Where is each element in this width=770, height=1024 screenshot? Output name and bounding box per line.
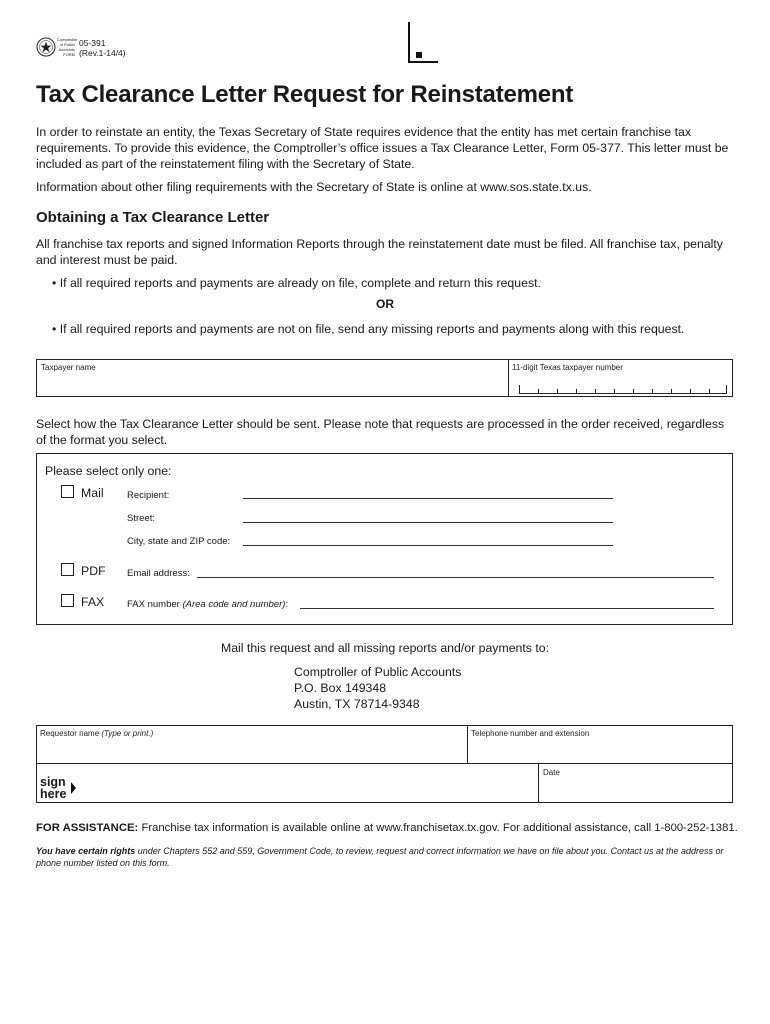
requestor-name-label: Requestor name (Type or print.) [40, 729, 154, 738]
signature-field[interactable] [80, 766, 535, 800]
taxpayer-number-label: 11-digit Texas taxpayer number [512, 363, 623, 372]
requirements-paragraph: All franchise tax reports and signed Information Reports through the reinstatement date must be filed. All franchise tax, penalty and interest must be paid. [36, 237, 723, 267]
requestor-name-field[interactable] [40, 741, 462, 761]
divider [36, 763, 733, 764]
fax-number-field[interactable] [300, 608, 714, 609]
recipient-label: Recipient: [127, 490, 170, 501]
email-label: Email address: [127, 568, 190, 579]
taxpayer-name-label: Taxpayer name [41, 363, 96, 372]
mail-option-label: Mail [81, 486, 104, 500]
corner-mark-base [408, 61, 438, 63]
city-state-zip-label: City, state and ZIP code: [127, 536, 231, 547]
or-separator: OR [376, 297, 394, 311]
state-seal-icon [36, 37, 56, 57]
pdf-option-label: PDF [81, 564, 106, 578]
mail-checkbox[interactable] [61, 485, 74, 498]
sos-info-paragraph: Information about other filing requirements with the Secretary of State is online at www.sos.state.tx.us. [36, 180, 592, 194]
fax-option-label: FAX [81, 595, 105, 609]
fax-checkbox[interactable] [61, 594, 74, 607]
mail-instruction: Mail this request and all missing reports and/or payments to: [220, 641, 550, 655]
agency-name: Comptroller of Public Accounts FORM [57, 37, 78, 57]
page-title: Tax Clearance Letter Request for Reinstatement [36, 81, 574, 108]
divider [467, 725, 468, 763]
form-revision: (Rev.1-14/4) [79, 48, 126, 58]
select-one-label: Please select only one: [45, 464, 172, 478]
section-heading: Obtaining a Tax Clearance Letter [36, 209, 270, 226]
sign-arrow-icon [71, 782, 76, 794]
taxpayer-name-field[interactable] [41, 374, 503, 394]
taxpayer-number-field[interactable] [519, 384, 727, 394]
email-field[interactable] [197, 577, 714, 578]
form-number: 05-391 (Rev.1-14/4) [79, 38, 126, 58]
street-field[interactable] [243, 522, 613, 523]
intro-paragraph: In order to reinstate an entity, the Texas Secretary of State requires evidence that the entity has met certain franchise tax requirements. To provide this evidence, the Comptroller’s office issues a Tax Clearance Letter, Form 05-377. This letter must be included as part of the reinstatement filing with the Secretary of State. [36, 125, 729, 171]
corner-mark [408, 22, 410, 62]
street-label: Street: [127, 513, 155, 524]
assistance-text: FOR ASSISTANCE: Franchise tax information is available online at www.franchisetax.tx.gov. For additional assistance, call 1-800-252-1381. [36, 822, 738, 834]
pdf-checkbox[interactable] [61, 563, 74, 576]
date-label: Date [543, 768, 560, 777]
rights-notice: You have certain rights under Chapters 552 and 559, Government Code, to review, request and correct information we have on file about you. Contact us at the address or phone number listed on this form. [36, 846, 724, 868]
mailing-address: Comptroller of Public Accounts P.O. Box 149348 Austin, TX 78714-9348 [294, 665, 462, 711]
bullet-not-on-file: • If all required reports and payments are not on file, send any missing reports and payments along with this request. [52, 322, 685, 336]
fax-number-label: FAX number (Area code and number): [127, 599, 289, 610]
divider [538, 763, 539, 803]
bullet-on-file: • If all required reports and payments are already on file, complete and return this request. [52, 276, 541, 290]
telephone-field[interactable] [471, 741, 729, 761]
recipient-field[interactable] [243, 498, 613, 499]
delivery-instructions: Select how the Tax Clearance Letter should be sent. Please note that requests are processed in the order received, regardless of the format you select. [36, 417, 725, 447]
telephone-label: Telephone number and extension [471, 729, 590, 738]
corner-square [416, 52, 422, 58]
sign-here-label: sign here [40, 775, 67, 801]
city-state-zip-field[interactable] [243, 545, 613, 546]
date-field[interactable] [543, 780, 729, 800]
